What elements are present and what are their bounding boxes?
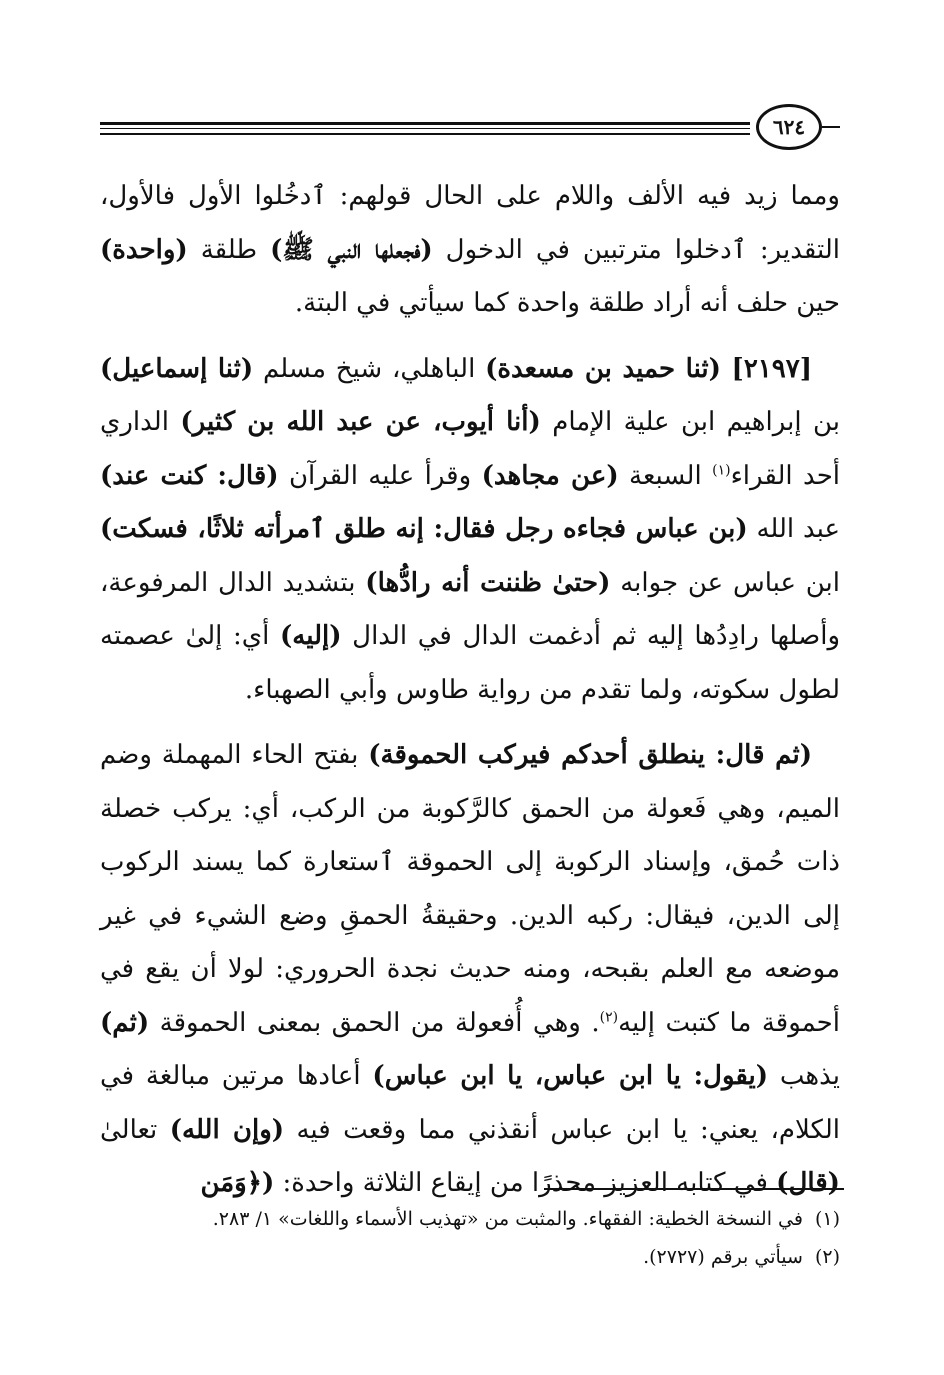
bold-text: (ثم قال: ينطلق أحدكم فيركب الحموقة) bbox=[368, 740, 813, 770]
footnote-reference: (٢) bbox=[599, 1008, 619, 1025]
main-text bbox=[100, 170, 840, 1223]
text-segment: في كتابه العزيز محذرًا من إيقاع الثلاثة واحدة: bbox=[274, 1168, 777, 1198]
text-segment: بتشديد الدال المرفوعة، وأصلها رادِدُها إليه ثم أدغمت الدال في الدال bbox=[100, 567, 840, 651]
bold-text: (أنا أيوب، عن عبد الله بن كثير) bbox=[180, 407, 541, 437]
text-segment: طلقة bbox=[187, 234, 271, 265]
bold-text: (حتىٰ ظننت أنه رادُّها) bbox=[365, 567, 611, 598]
bold-text: (واحدة) bbox=[100, 234, 188, 265]
bold-text: (قال) bbox=[776, 1168, 840, 1198]
bold-text: (وإن الله) bbox=[169, 1114, 285, 1145]
text-segment: عبد الله bbox=[747, 514, 840, 544]
bold-text: (فجعلها النبي ﷺ) bbox=[270, 234, 433, 265]
bold-text: (بن عباس فجاءه رجل فقال: إنه طلق ٱمرأته ثلاثًا، فسكت) bbox=[100, 514, 748, 544]
paragraph bbox=[100, 729, 840, 1211]
bold-text: (ثم) bbox=[100, 1007, 150, 1038]
header-rule-thin bbox=[100, 128, 750, 129]
footnote-number: (٢) bbox=[814, 1246, 840, 1268]
text-segment: وقرأ عليه القرآن bbox=[278, 460, 482, 491]
paragraph bbox=[100, 343, 840, 718]
text-segment: أي: إلىٰ عصمته لطول سكوته، ولما تقدم من رواية طاوس وأبي الصهباء. bbox=[100, 621, 840, 705]
text-segment: . وهي أُفعولة من الحمق بمعنى الحموقة bbox=[149, 1007, 600, 1038]
header-rule-thick bbox=[100, 122, 750, 125]
bold-text: (قال: كنت عند) bbox=[100, 460, 279, 491]
header-rule-bottom bbox=[100, 133, 750, 135]
text-segment: بن إبراهيم ابن علية الإمام bbox=[540, 407, 840, 437]
footnote bbox=[100, 1200, 840, 1238]
text-segment: بفتح الحاء المهملة وضم الميم، وهي فَعولة من الحمق كالرَّكوبة من الركب، أي: يركب خصلة ذات حُمق، وإسناد الركوبة إلى الحموقة ٱستعارة كما يسند الركوب إلى الدين، فيقال: ركبه الدين. وحقيقةُ الحمقِ وضع الشيء في غير موضعه مع العلم بقبحه، ومنه حديث نجدة الحروري: لولا أن يقع في أحموقة ما كتبت إليه bbox=[100, 740, 840, 1038]
text-segment: ومما زيد فيه الألف واللام على الحال قولهم: ٱدخُلوا الأول فالأول، التقدير: ٱدخلوا مترتبين في الدخول bbox=[100, 181, 841, 265]
bold-text: (إليه) bbox=[279, 621, 342, 651]
footnote-reference: (١) bbox=[712, 461, 731, 478]
bold-text: (عن مجاهد) bbox=[481, 460, 619, 491]
footnote-text: سيأتي برقم (٢٧٢٧). bbox=[643, 1246, 803, 1268]
text-segment: ابن عباس عن جوابه bbox=[610, 567, 840, 598]
text-segment: السبعة bbox=[618, 460, 713, 491]
paragraph bbox=[100, 170, 840, 331]
header-rule-tail bbox=[822, 126, 840, 128]
footnote-text: في النسخة الخطية: الفقهاء. والمثبت من «تهذيب الأسماء واللغات» ١/ ٢٨٣. bbox=[212, 1208, 803, 1230]
page-number: ٦٢٤ bbox=[756, 104, 822, 150]
text-segment: حين حلف أنه أراد طلقة واحدة كما سيأتي في البتة. bbox=[294, 288, 840, 318]
text-segment: تعالىٰ bbox=[100, 1114, 170, 1145]
text-segment: الباهلي، شيخ مسلم bbox=[253, 353, 486, 384]
footnote bbox=[100, 1238, 840, 1276]
bold-text: (﴿وَمَن bbox=[200, 1168, 275, 1198]
footnote-number: (١) bbox=[814, 1208, 840, 1230]
bold-text: (ثنا إسماعيل) bbox=[100, 353, 254, 384]
text-segment: يذهب bbox=[768, 1061, 840, 1091]
page-header bbox=[100, 104, 840, 154]
footnote-separator bbox=[544, 1188, 844, 1190]
text-segment: أعادها مرتين مبالغة في الكلام، يعني: يا ابن عباس أنقذني مما وقعت فيه bbox=[100, 1061, 840, 1145]
bold-text: (يقول: يا ابن عباس، يا ابن عباس) bbox=[372, 1061, 769, 1091]
bold-text: [٢١٩٧] (ثنا حميد بن مسعدة) bbox=[485, 353, 812, 384]
footnotes bbox=[100, 1200, 840, 1276]
text-segment: الداري أحد القراء bbox=[100, 407, 840, 491]
